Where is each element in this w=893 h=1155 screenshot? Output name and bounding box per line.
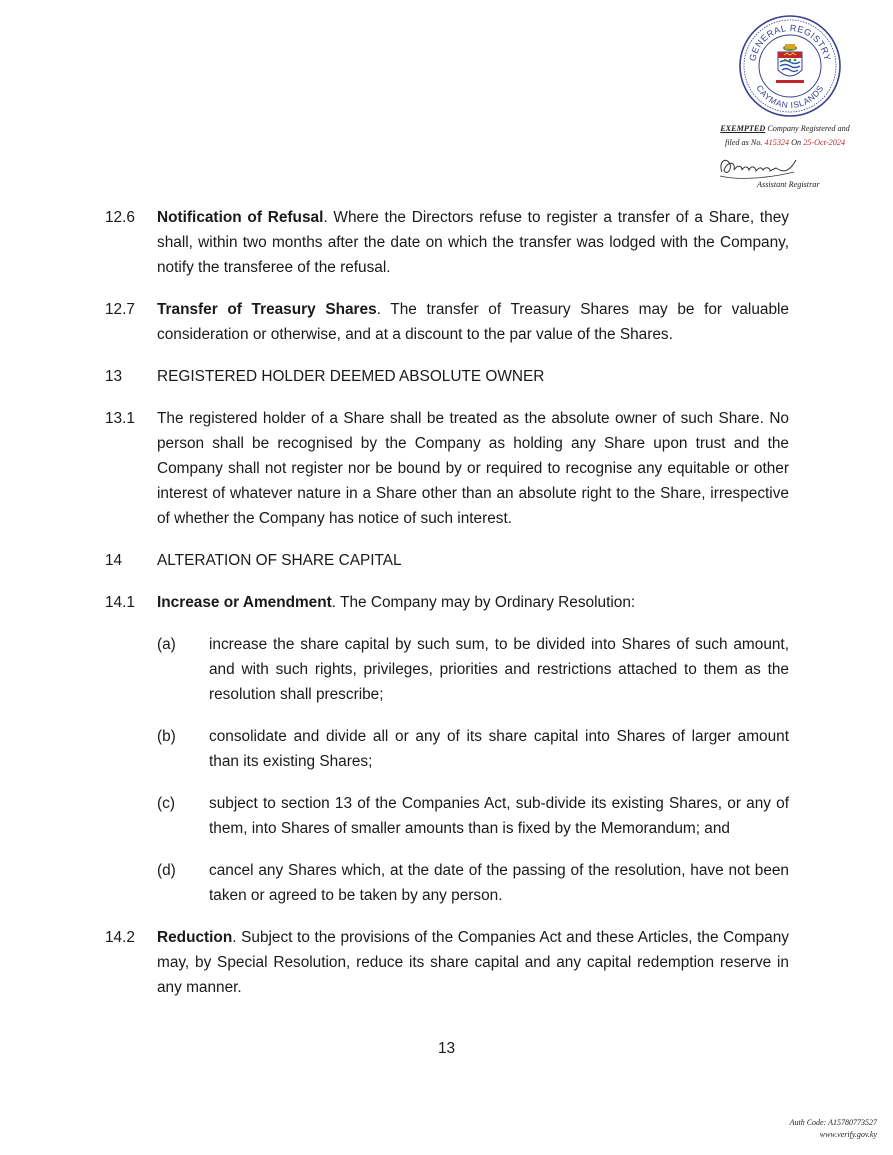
- clause-body: . Where the Directors refuse to register a transfer of a Share, they shall, within two months after the date on which the transfer was lodged with the Company, notify the transferee of the refusal.: [157, 209, 789, 276]
- registrar-signature: [716, 152, 798, 182]
- registration-stamp: [700, 122, 870, 150]
- stamp-status: EXEMPTED: [720, 124, 766, 133]
- clause-14-1: [105, 590, 789, 615]
- stamp-on-label: On: [791, 138, 802, 147]
- clause-title: Notification of Refusal: [157, 209, 324, 226]
- clause-body: . The Company may by Ordinary Resolution:: [331, 594, 636, 611]
- clause-number: 13.1: [105, 410, 135, 427]
- clause-title: Reduction: [157, 929, 233, 946]
- clause-body: The registered holder of a Share shall be treated as the absolute owner of such Share. No person shall be recognised by the Company as holding any Share upon trust and the Company shall not register nor be bound by or required to recognise any equitable or other interest of whatever nature in a Share other than an absolute right to the Share, irrespective of whether the Company has notice of such interest.: [157, 410, 789, 527]
- clause-number: 14.1: [105, 594, 135, 611]
- section-14-heading: [105, 548, 402, 573]
- list-item-label: (b): [157, 728, 176, 745]
- clause-text: [157, 205, 789, 280]
- svg-text:GENERAL REGISTRY: GENERAL REGISTRY: [747, 22, 833, 62]
- auth-code: Auth Code: A15780773527: [789, 1118, 877, 1127]
- list-item: [157, 791, 789, 841]
- list-item-label: (c): [157, 795, 175, 812]
- stamp-line1-rest: Company Registered and: [767, 124, 850, 133]
- section-number: 14: [105, 552, 123, 569]
- list-item: [157, 858, 789, 908]
- clause-number: 12.6: [105, 209, 135, 226]
- svg-text:CAYMAN ISLANDS: CAYMAN ISLANDS: [754, 83, 826, 111]
- list-item-text: cancel any Shares which, at the date of the passing of the resolution, have not been taken or agreed to be taken by any person.: [209, 862, 789, 904]
- list-item: [157, 632, 789, 707]
- clause-number: 12.7: [105, 301, 135, 318]
- clause-text: [157, 590, 789, 615]
- clause-12-7: [105, 297, 789, 347]
- clause-text: [157, 925, 789, 1000]
- clause-13-1: [105, 406, 789, 531]
- section-13-heading: [105, 364, 545, 389]
- clause-title: Increase or Amendment: [157, 594, 332, 611]
- list-item-text: increase the share capital by such sum, to be divided into Shares of such amount, and with such rights, privileges, priorities and restrictions attached to them as the resolution shall prescribe;: [209, 636, 789, 703]
- stamp-line-2: [700, 136, 870, 150]
- clause-number: 14.2: [105, 929, 135, 946]
- list-item: [157, 724, 789, 774]
- stamp-filed-prefix: filed as No.: [724, 138, 763, 147]
- verify-website: www.verify.gov.ky: [819, 1130, 877, 1139]
- stamp-registration-number: 415324: [764, 138, 790, 147]
- verification-footer: [790, 1117, 877, 1141]
- list-item-text: consolidate and divide all or any of its share capital into Shares of larger amount than its existing Shares;: [209, 728, 789, 770]
- list-item-label: (d): [157, 862, 176, 879]
- clause-text: [157, 297, 789, 347]
- section-number: 13: [105, 368, 123, 385]
- clause-12-6: [105, 205, 789, 280]
- list-item-text: subject to section 13 of the Companies Act, sub-divide its existing Shares, or any of them, into Shares of smaller amounts than is fixed by the Memorandum; and: [209, 795, 789, 837]
- registry-seal-icon: [738, 14, 842, 118]
- assistant-registrar-label: Assistant Registrar: [757, 180, 820, 189]
- page-number: 13: [437, 1040, 456, 1057]
- stamp-line-1: [700, 122, 870, 136]
- clause-title: Transfer of Treasury Shares: [157, 301, 377, 318]
- clause-body: . Subject to the provisions of the Companies Act and these Articles, the Company may, by Special Resolution, reduce its share capital and any capital redemption reserve in any manner.: [157, 929, 789, 996]
- list-item-label: (a): [157, 636, 176, 653]
- clause-body: . The transfer of Treasury Shares may be for valuable consideration or otherwise, and at a discount to the par value of the Shares.: [157, 301, 789, 343]
- section-title: ALTERATION OF SHARE CAPITAL: [157, 552, 402, 569]
- clause-14-2: [105, 925, 789, 1000]
- stamp-date: 25-Oct-2024: [803, 138, 846, 147]
- section-title: REGISTERED HOLDER DEEMED ABSOLUTE OWNER: [157, 368, 545, 385]
